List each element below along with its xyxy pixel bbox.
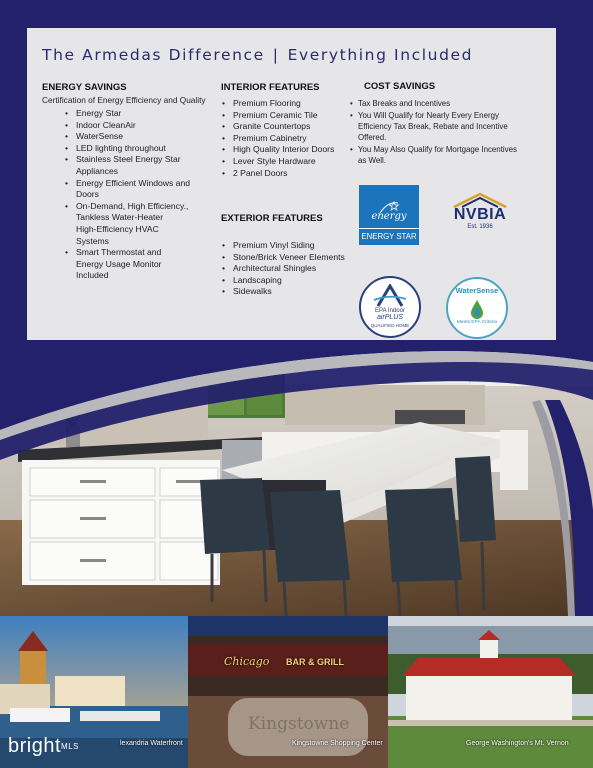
list-item: • Lever Style Hardware — [222, 156, 340, 168]
list-item: • Stone/Brick Veneer Elements — [222, 252, 362, 264]
list-item: • Premium Vinyl Siding — [222, 240, 362, 252]
airplus-bottom: QUALIFIED HOME — [370, 323, 410, 328]
exterior-features-list — [222, 240, 362, 298]
headline-right: Everything Included — [287, 46, 474, 64]
list-item: • Stainless Steel Energy Star Appliances — [65, 154, 190, 177]
caption-waterfront: lexandria Waterfront — [120, 740, 183, 747]
interior-features-list — [222, 98, 340, 179]
energy-savings-subtitle: Certification of Energy Efficiency and Quality — [42, 95, 206, 105]
energy-star-logo — [359, 185, 419, 245]
watersense-logo — [446, 277, 508, 339]
bar-grill-sign: BAR & GRILL — [286, 657, 344, 667]
caption-mount-vernon: George Washington's Mt. Vernon — [466, 740, 569, 747]
list-item: • Energy Efficient Windows and Doors — [65, 178, 190, 201]
list-item: • You May Also Qualify for Mortgage Incentives as Well. — [350, 144, 520, 166]
list-item: • Premium Flooring — [222, 98, 340, 110]
list-item: • Sidewalks — [222, 286, 362, 298]
list-item: • Indoor CleanAir — [65, 120, 190, 132]
headline-left: The Armedas Difference — [42, 46, 265, 64]
list-item: • On-Demand, High Efficiency., Tankless Water-Heater — [65, 201, 190, 224]
bright-mls-watermark — [8, 735, 79, 758]
nvbia-name: NVBIA — [453, 206, 507, 223]
list-item: • LED lighting throughout — [65, 143, 190, 155]
energy-star-script: energy — [371, 211, 407, 222]
kitchen-photo — [0, 340, 593, 616]
list-item: • Smart Thermostat and Energy Usage Monitor Included — [65, 247, 190, 282]
cost-savings-title: COST SAVINGS — [364, 81, 436, 92]
energy-savings-list — [65, 108, 190, 282]
list-item: • Tax Breaks and Incentives — [350, 98, 520, 109]
watersense-name: WaterSense — [455, 286, 499, 295]
kingstowne-sign: Kingstowne — [248, 714, 350, 734]
headline-divider: | — [272, 46, 280, 64]
energy-star-label: ENERGY STAR — [359, 228, 419, 245]
list-item: • Landscaping — [222, 275, 362, 287]
list-item: • You Will Qualify for Nearly Every Energy Efficiency Tax Break, Rebate and Incentive Offered. — [350, 110, 520, 143]
list-item: • Premium Cabinetry — [222, 133, 340, 145]
nvbia-est: Est. 1936 — [467, 224, 493, 230]
list-item: • 2 Panel Doors — [222, 168, 340, 180]
airplus-brand: airPLUS — [376, 314, 404, 321]
kitchen-illustration — [0, 340, 593, 616]
exterior-features-title: EXTERIOR FEATURES — [221, 213, 323, 224]
energy-savings-title: ENERGY SAVINGS — [42, 82, 127, 93]
list-item: • Granite Countertops — [222, 121, 340, 133]
list-item: High-Efficiency HVAC Systems — [76, 223, 159, 246]
chicago-sign: Chicago — [224, 655, 270, 668]
nvbia-logo — [444, 191, 516, 241]
water-drop-icon — [469, 299, 485, 319]
list-item: • WaterSense — [65, 131, 190, 143]
headline — [42, 46, 542, 64]
list-item: • Premium Ceramic Tile — [222, 110, 340, 122]
airplus-logo — [359, 276, 421, 338]
watersense-tagline: Meets EPA Criteria — [456, 320, 498, 325]
mountain-a-icon — [370, 284, 410, 308]
house-roof-icon — [450, 192, 510, 208]
watermark-suffix: MLS — [61, 742, 79, 751]
list-item: • Architectural Shingles — [222, 263, 362, 275]
list-item: • Energy Star — [65, 108, 190, 120]
caption-kingstowne: Kingstowne Shopping Center — [292, 740, 383, 747]
cost-savings-list — [350, 98, 520, 167]
airplus-top: EPA Indoor — [375, 308, 405, 314]
interior-features-title: INTERIOR FEATURES — [221, 82, 320, 93]
list-item: • High Quality Interior Doors — [222, 144, 340, 156]
watermark-brand: bright — [8, 735, 62, 757]
